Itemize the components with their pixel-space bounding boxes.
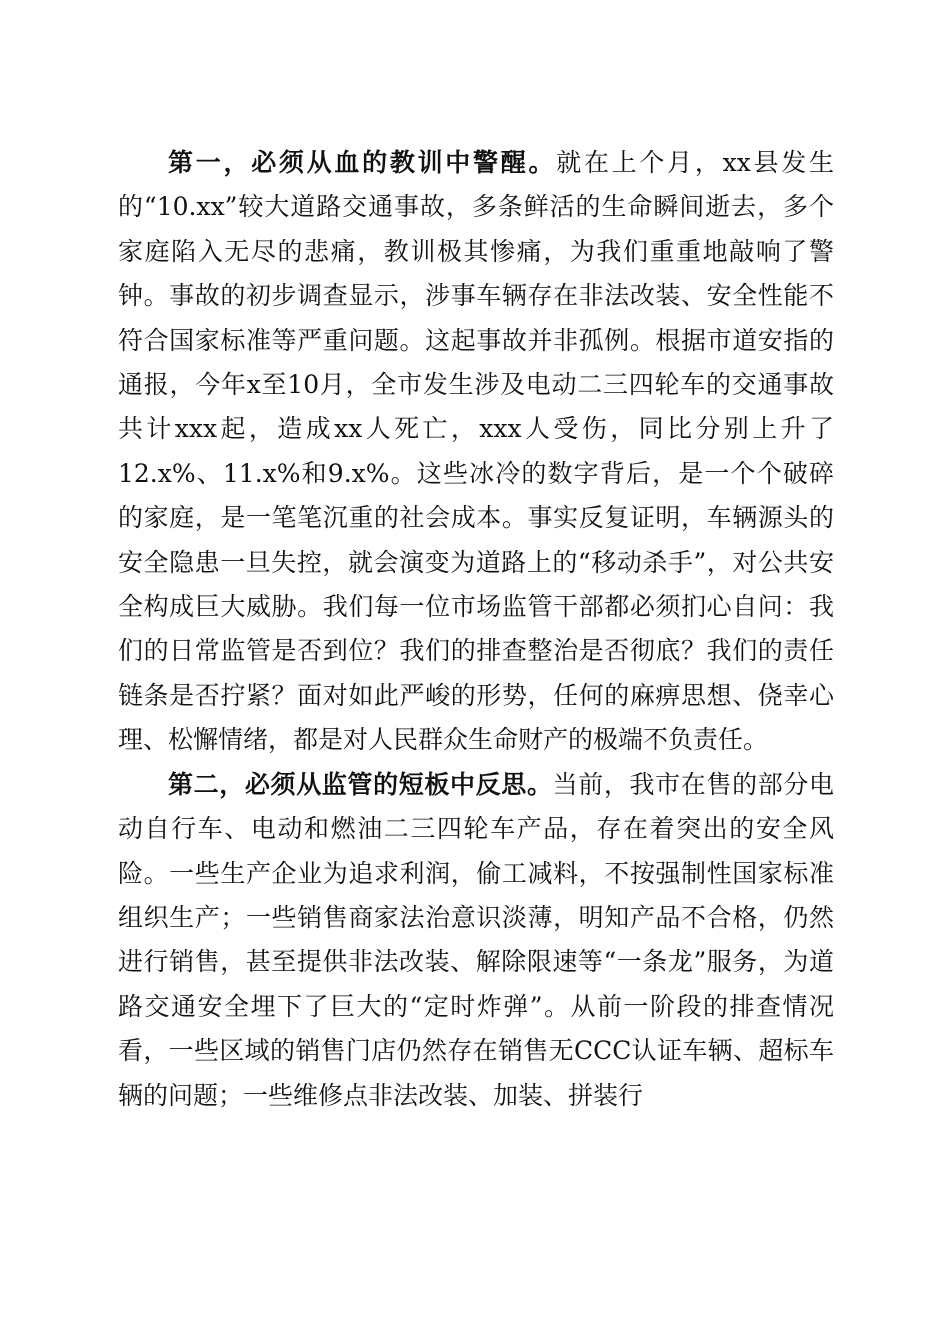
paragraph-1-lead: 第一，必须从血的教训中警醒。 xyxy=(168,148,557,177)
paragraph-2 xyxy=(118,763,834,1118)
paragraph-1-body: 就在上个月，xx县发生的“10.xx”较大道路交通事故，多条鲜活的生命瞬间逝去，多个家庭陷入无尽的悲痛，教训极其惨痛，为我们重重地敲响了警钟。事故的初步调查显示，涉事车辆存在非法改装、安全性能不符合国家标准等严重问题。这起事故并非孤例。根据市道安指的通报，今年x至10月，全市发生涉及电动二三四轮车的交通事故共计xxx起，造成xx人死亡，xxx人受伤，同比分别上升了12.x%、11.x%和9.x%。这些冰冷的数字背后，是一个个破碎的家庭，是一笔笔沉重的社会成本。事实反复证明，车辆源头的安全隐患一旦失控，就会演变为道路上的“移动杀手”，对公共安全构成巨大威胁。我们每一位市场监管干部都必须扪心自问：我们的日常监管是否到位？我们的排查整治是否彻底？我们的责任链条是否拧紧？面对如此严峻的形势，任何的麻痹思想、侥幸心理、松懈情绪，都是对人民群众生命财产的极端不负责任。 xyxy=(118,148,834,755)
paragraph-1 xyxy=(118,141,834,763)
paragraph-2-body: 当前，我市在售的部分电动自行车、电动和燃油二三四轮车产品，存在着突出的安全风险。一些生产企业为追求利润，偷工减料，不按强制性国家标准组织生产；一些销售商家法治意识淡薄，明知产品不合格，仍然进行销售，甚至提供非法改装、解除限速等“一条龙”服务，为道路交通安全埋下了巨大的“定时炸弹”。从前一阶段的排查情况看，一些区域的销售门店仍然存在销售无CCC认证车辆、超标车辆的问题；一些维修点非法改装、加装、拼装行 xyxy=(118,769,834,1110)
document-body xyxy=(118,141,834,1118)
paragraph-2-lead: 第二，必须从监管的短板中反思。 xyxy=(168,769,553,799)
